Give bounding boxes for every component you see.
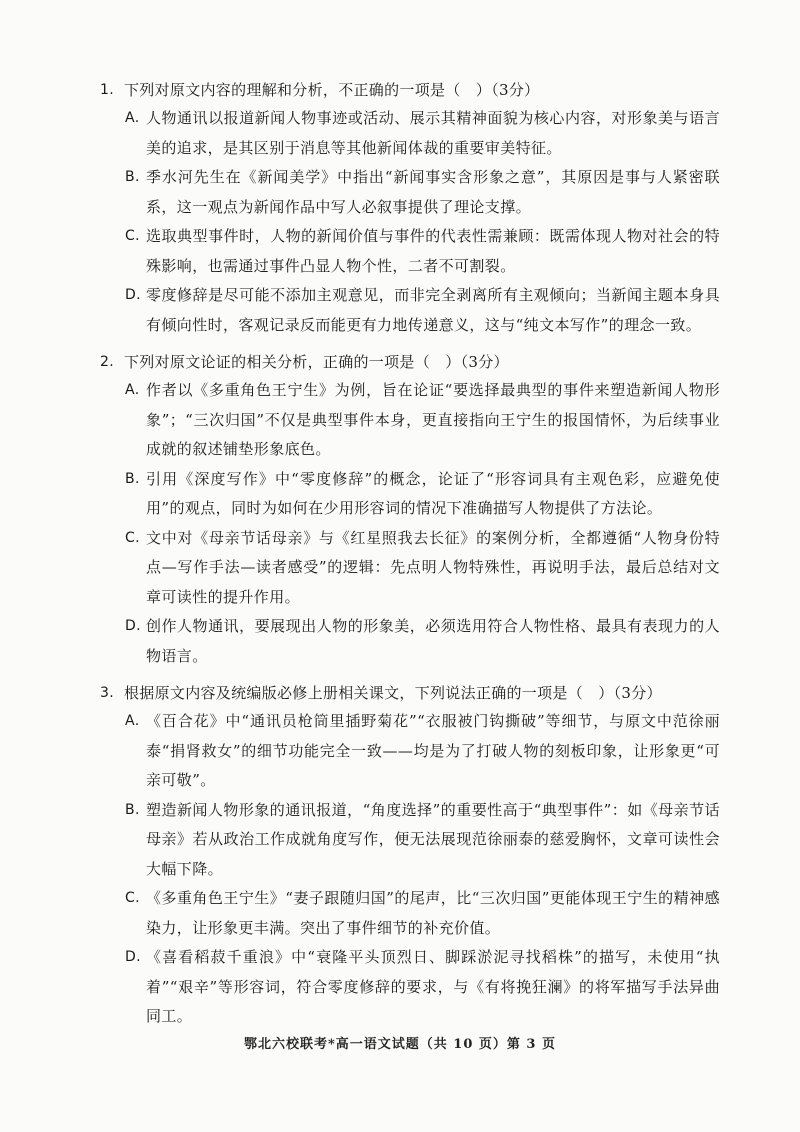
option-b (100, 163, 720, 222)
option-text: 《喜看稻菽千重浪》中“衰隆平头顶烈日、脚踩淤泥寻找稻株”的描写，未使用“执着”“艰辛”等形容词，符合零度修辞的要求，与《有将挽狂澜》的将军描写手法异曲同工。 (146, 948, 720, 1025)
option-letter: C. (125, 529, 141, 546)
question-text: 下列对原文内容的理解和分析，不正确的一项是（ ）（3分） (124, 81, 540, 99)
option-d (100, 943, 720, 1032)
option-letter: D. (125, 949, 142, 965)
option-d (100, 612, 720, 671)
option-text: 作者以《多重角色王宁生》为例，旨在论证“要选择最典型的事件来塑造新闻人物形象”；“三次归国”不仅是典型事件本身，更直接指向王宁生的报国情怀，为后续事业成就的叙述铺垫形象底色。 (146, 381, 720, 458)
question-1 (100, 76, 720, 340)
option-text: 选取典型事件时，人物的新闻价值与事件的代表性需兼顾：既需体现人物对社会的特殊影响，也需通过事件凸显人物个性，二者不可割裂。 (146, 227, 720, 275)
option-text: 塑造新闻人物形象的通讯报道，“角度选择”的重要性高于“典型事件”：如《母亲节话母亲》若从政治工作成就角度写作，便无法展现范徐丽泰的慈爱胸怀，文章可读性会大幅下降。 (146, 800, 720, 878)
option-letter: B. (125, 470, 140, 487)
option-letter: C. (125, 890, 141, 906)
option-text: 人物通讯以报道新闻人物事迹或活动、展示其精神面貌为核心内容，对形象美与语言美的追求，是其区别于消息等其他新闻体裁的重要审美特征。 (146, 109, 720, 157)
option-text: 《多重角色王宁生》“妻子跟随归国”的尾声，比“三次归国”更能体现王宁生的精神感染力，让形象更丰满。突出了事件细节的补充价值。 (146, 889, 720, 937)
question-3 (100, 679, 720, 1032)
option-letter: D. (125, 287, 142, 303)
option-letter: B. (125, 801, 140, 818)
option-letter: D. (125, 618, 142, 634)
question-stem (100, 679, 720, 707)
question-number: 3. (100, 685, 114, 701)
option-text: 季水河先生在《新闻美学》中指出“新闻事实含形象之意”，其原因是事与人紧密联系，这一观点为新闻作品中写人必叙事提供了理论支撑。 (146, 168, 720, 216)
question-text: 根据原文内容及统编版必修上册相关课文，下列说法正确的一项是（ ）（3分） (124, 684, 662, 702)
option-text: 《百合花》中“通讯员枪筒里插野菊花”“衣服被门钩撕破”等细节，与原文中范徐丽泰“捐肾救女”的细节功能完全一致——均是为了打破人物的刻板印象，让形象更“可亲可敬”。 (146, 712, 720, 789)
option-c (100, 222, 720, 281)
page-footer: 鄂北六校联考*高一语文试题（共 10 页）第 3 页 (243, 1037, 557, 1052)
question-number: 2. (100, 354, 114, 370)
question-list (100, 76, 720, 1040)
option-letter: A. (125, 382, 140, 398)
option-a (100, 104, 720, 163)
option-d (100, 281, 720, 340)
option-a (100, 376, 720, 465)
question-2 (100, 348, 720, 671)
option-a (100, 707, 720, 796)
option-b (100, 796, 720, 885)
option-c (100, 884, 720, 943)
option-text: 文中对《母亲节话母亲》与《红星照我去长征》的案例分析，全都遵循“人物身份特点—写作手法—读者感受”的逻辑：先点明人物特殊性，再说明手法，最后总结对文章可读性的提升作用。 (146, 528, 720, 606)
option-letter: C. (125, 228, 141, 244)
question-text: 下列对原文论证的相关分析，正确的一项是（ ）（3分） (124, 353, 509, 371)
option-letter: B. (125, 169, 140, 185)
question-number: 1. (100, 82, 114, 98)
question-stem (100, 76, 720, 104)
option-b (100, 465, 720, 524)
question-stem (100, 348, 720, 376)
option-letter: A. (125, 110, 140, 126)
option-c (100, 524, 720, 613)
option-text: 创作人物通讯，要展现出人物的形象美，必须选用符合人物性格、最具有表现力的人物语言。 (146, 617, 720, 665)
option-text: 引用《深度写作》中“零度修辞”的概念，论证了“形容词具有主观色彩，应避免使用”的观点，同时为如何在少用形容词的情况下准确描写人物提供了方法论。 (146, 469, 720, 517)
option-text: 零度修辞是尽可能不添加主观意见，而非完全剥离所有主观倾向；当新闻主题本身具有倾向性时，客观记录反而能更有力地传递意义，这与“纯文本写作”的理念一致。 (146, 286, 720, 334)
option-letter: A. (125, 713, 140, 729)
